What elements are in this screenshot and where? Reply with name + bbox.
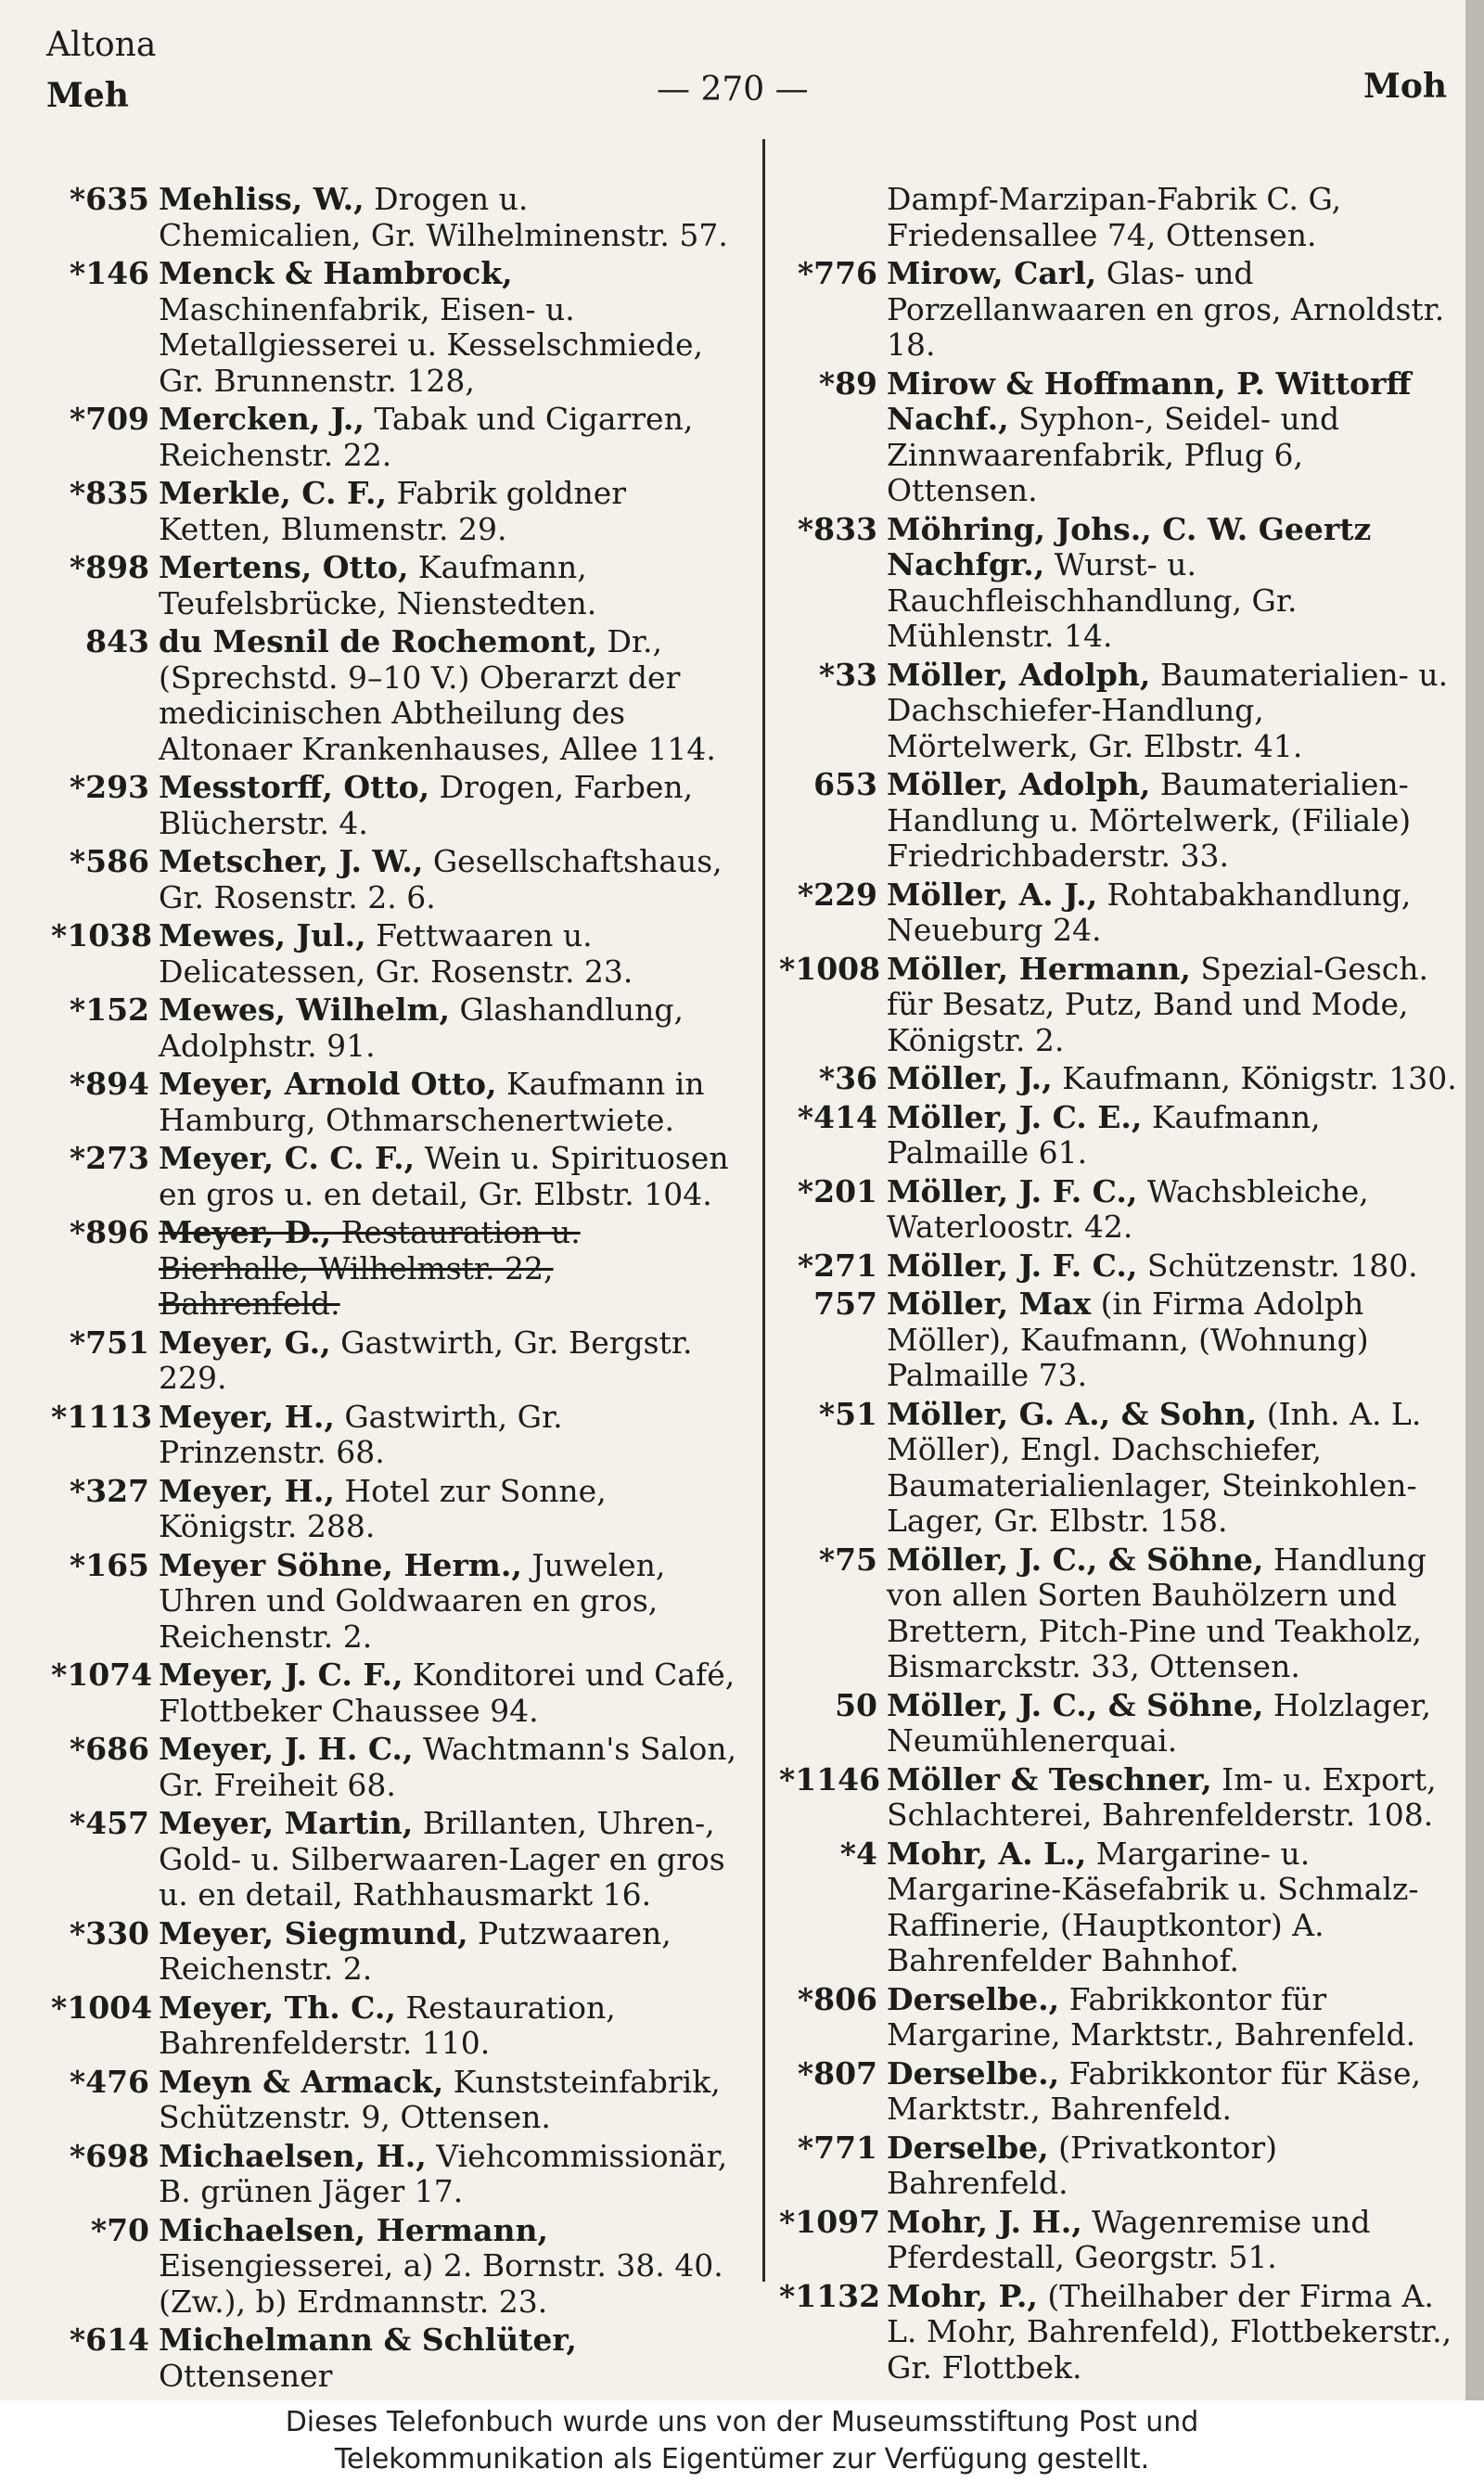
directory-entry bbox=[51, 1990, 737, 2062]
entry-name: Meyn & Armack, bbox=[159, 2063, 444, 2100]
entry-details: Juwelen, Uhren und Goldwaaren en gros, Reichenstr. 2. bbox=[159, 1546, 666, 1655]
directory-entry bbox=[51, 2213, 737, 2321]
phone-number: *1113 bbox=[51, 1398, 153, 1435]
entry-name: Derselbe., bbox=[887, 2054, 1060, 2092]
entry-name: Möller, A. J., bbox=[887, 876, 1098, 913]
phone-number: 50 bbox=[835, 1686, 877, 1723]
directory-entry bbox=[51, 1141, 737, 1212]
entry-details: Drogen, Farben, Blücherstr. 4. bbox=[159, 769, 694, 841]
entry-name: Mohr, P., bbox=[887, 2277, 1038, 2314]
page-number: — 270 — bbox=[657, 70, 809, 109]
entry-details: Wein u. Spirituosen en gros u. en detail, Gr. Elbstr. 104. bbox=[159, 1140, 729, 1212]
entry-details: Kaufmann, Königstr. 130. bbox=[1052, 1060, 1457, 1096]
entry-details: Eisengiesserei, a) 2. Bornstr. 38. 40. (Zw.), b) Erdmannstr. 23. bbox=[159, 2247, 723, 2320]
entry-name: Mertens, Otto, bbox=[159, 549, 409, 585]
phone-number: *75 bbox=[818, 1541, 877, 1578]
phone-number: *1074 bbox=[51, 1657, 153, 1693]
footer-notice bbox=[0, 2400, 1484, 2482]
phone-number: *896 bbox=[69, 1214, 149, 1250]
directory-entry bbox=[51, 1400, 737, 1471]
directory-entry bbox=[779, 1286, 1461, 1394]
phone-number: *614 bbox=[69, 2322, 149, 2358]
entry-details: Wagenremise und Pferdestall, Georgstr. 51. bbox=[887, 2203, 1371, 2275]
entry-name: Möller, J. C. E., bbox=[887, 1098, 1143, 1135]
directory-entry bbox=[51, 2139, 737, 2210]
entry-name: Meyer, Th. C., bbox=[159, 1989, 396, 2026]
phone-number: *1146 bbox=[779, 1760, 881, 1798]
entry-name: Meyer, H., bbox=[159, 1472, 335, 1509]
entry-name: Michaelsen, Hermann, bbox=[159, 2211, 548, 2248]
phone-number: *457 bbox=[69, 1805, 149, 1841]
page-header-right-word: Moh bbox=[1363, 67, 1448, 106]
entry-details: Wachsbleiche, Waterloostr. 42. bbox=[887, 1172, 1369, 1245]
phone-number: *89 bbox=[818, 365, 877, 402]
phone-number: *271 bbox=[797, 1247, 877, 1284]
entry-details: Hotel zur Sonne, Königstr. 288. bbox=[159, 1472, 607, 1544]
entry-details: Syphon-, Seidel- und Zinnwaarenfabrik, Pflug 6, Ottensen. bbox=[887, 401, 1340, 508]
directory-entry bbox=[51, 2322, 737, 2394]
entry-details: Dr., (Sprechstd. 9–10 V.) Oberarzt der medicinischen Abtheilung des Altonaer Krankenhauses, Allee 114. bbox=[159, 623, 716, 767]
entry-details: Kaufmann in Hamburg, Othmarschenertwiete. bbox=[159, 1066, 705, 1138]
directory-entry bbox=[51, 992, 737, 1064]
page-edge-shadow bbox=[1465, 0, 1484, 2400]
directory-entry bbox=[51, 624, 737, 767]
entry-details: Drogen u. Chemicalien, Gr. Wilhelminenstr. 57. bbox=[159, 181, 728, 253]
entry-details: Im- u. Export, Schlachterei, Bahrenfelderstr. 108. bbox=[887, 1760, 1437, 1833]
entry-name: Möller, Max bbox=[887, 1286, 1092, 1322]
entry-details: Restauration u. Bierhalle, Wilhelmstr. 22, Bahrenfeld. bbox=[159, 1214, 581, 1322]
entry-details: Viehcommissionär, B. grünen Jäger 17. bbox=[159, 2137, 728, 2209]
phone-number: *4 bbox=[839, 1835, 877, 1872]
directory-entry bbox=[779, 2130, 1461, 2202]
directory-entry bbox=[779, 1688, 1461, 1759]
footer-line-2: Telekommunikation als Eigentümer zur Verfügung gestellt. bbox=[334, 2443, 1150, 2476]
entry-name: Mewes, Jul., bbox=[159, 917, 366, 953]
entry-name: Meyer, J. H. C., bbox=[159, 1731, 414, 1767]
phone-number: 843 bbox=[85, 623, 149, 659]
phone-number: 653 bbox=[813, 766, 877, 802]
entry-name: Meyer, G., bbox=[159, 1324, 331, 1361]
directory-entry bbox=[779, 1174, 1461, 1246]
entry-name: Michelmann & Schlüter, bbox=[159, 2322, 577, 2358]
entry-details: Wurst- u. Rauchfleischhandlung, Gr. Mühlenstr. 14. bbox=[887, 546, 1298, 654]
entry-details: Holzlager, Neumühlenerquai. bbox=[887, 1686, 1431, 1759]
right-column bbox=[779, 182, 1461, 2388]
phone-number: *807 bbox=[797, 2054, 877, 2092]
entry-details: Fabrikkontor für Käse, Marktstr., Bahrenfeld. bbox=[887, 2054, 1421, 2127]
entry-details: Handlung von allen Sorten Bauhölzern und Brettern, Pitch-Pine und Teakholz, Bismarckstr. 33, Ottensen. bbox=[887, 1541, 1426, 1684]
entry-name: Meyer, Martin, bbox=[159, 1805, 414, 1841]
entry-details: Kaufmann, Teufelsbrücke, Nienstedten. bbox=[159, 549, 597, 621]
entry-details: Glas- und Porzellanwaaren en gros, Arnoldstr. 18. bbox=[887, 255, 1445, 363]
phone-number: *201 bbox=[797, 1172, 877, 1209]
entry-name: Meyer, H., bbox=[159, 1398, 335, 1435]
directory-entry bbox=[779, 1061, 1461, 1097]
entry-details: Putzwaaren, Reichenstr. 2. bbox=[159, 1914, 672, 1987]
phone-number: *70 bbox=[90, 2211, 149, 2248]
phone-number: *273 bbox=[69, 1140, 149, 1176]
page-header-left-word: Meh bbox=[46, 76, 129, 115]
entry-details: Rohtabakhandlung, Neueburg 24. bbox=[887, 876, 1412, 948]
entry-details: Gesellschaftshaus, Gr. Rosenstr. 2. 6. bbox=[159, 843, 723, 915]
directory-entry bbox=[779, 366, 1461, 509]
entry-details: Schützenstr. 180. bbox=[1137, 1247, 1418, 1284]
entry-name: Menck & Hambrock, bbox=[159, 255, 513, 291]
entry-name: Möller, J. F. C., bbox=[887, 1172, 1138, 1209]
directory-entry bbox=[51, 1474, 737, 1545]
entry-details: Margarine- u. Margarine-Käsefabrik u. Schmalz-Raffinerie, (Hauptkontor) A. Bahrenfelder Bahnhof. bbox=[887, 1835, 1419, 1978]
footer-line-1: Dieses Telefonbuch wurde uns von der Museumsstiftung Post und bbox=[285, 2406, 1199, 2438]
entry-name: Merkle, C. F., bbox=[159, 475, 388, 511]
entry-details: Glashandlung, Adolphstr. 91. bbox=[159, 992, 684, 1064]
entry-name: Mercken, J., bbox=[159, 401, 365, 437]
entry-name: Michaelsen, H., bbox=[159, 2137, 427, 2174]
entry-details: Ottensener bbox=[159, 2357, 333, 2394]
entry-name: Möller, J. C., & Söhne, bbox=[887, 1541, 1264, 1578]
entry-details: Brillanten, Uhren-, Gold- u. Silberwaaren-Lager en gros u. en detail, Rathhausmarkt 16. bbox=[159, 1805, 725, 1913]
entry-name: Möller & Teschner, bbox=[887, 1760, 1212, 1798]
entry-name: Möller, Hermann, bbox=[887, 950, 1191, 987]
phone-number: *1132 bbox=[779, 2277, 881, 2314]
entry-details: Fabrikkontor für Margarine, Marktstr., Bahrenfeld. bbox=[887, 1980, 1416, 2053]
entry-details: Restauration, Bahrenfelderstr. 110. bbox=[159, 1989, 616, 2061]
page-header-place: Altona bbox=[46, 26, 157, 64]
entry-details: Baumaterialien- u. Dachschiefer-Handlung, Mörtelwerk, Gr. Elbstr. 41. bbox=[887, 656, 1449, 764]
phone-number: *293 bbox=[69, 769, 149, 805]
entry-name: Mohr, J. H., bbox=[887, 2203, 1082, 2240]
directory-entry bbox=[51, 1657, 737, 1729]
phone-number: *229 bbox=[797, 876, 877, 913]
directory-entry bbox=[779, 877, 1461, 949]
entry-name: Derselbe, bbox=[887, 2129, 1049, 2166]
phone-number: *152 bbox=[69, 992, 149, 1028]
entry-name: Möller, G. A., & Sohn, bbox=[887, 1395, 1258, 1432]
entry-name: Meyer, J. C. F., bbox=[159, 1657, 403, 1693]
entry-name: Möller, J. C., & Söhne, bbox=[887, 1686, 1264, 1723]
entry-name: Möller, Adolph, bbox=[887, 766, 1151, 802]
phone-number: *33 bbox=[818, 656, 877, 693]
directory-entry bbox=[51, 1067, 737, 1138]
phone-number: *833 bbox=[797, 510, 877, 547]
entry-details: Tabak und Cigarren, Reichenstr. 22. bbox=[159, 401, 694, 473]
entry-details: (Privatkontor) Bahrenfeld. bbox=[887, 2129, 1278, 2201]
directory-entry bbox=[51, 1916, 737, 1988]
directory-entry bbox=[779, 1397, 1461, 1540]
directory-entry bbox=[779, 512, 1461, 655]
directory-entry bbox=[51, 256, 737, 399]
phone-number: *36 bbox=[818, 1060, 877, 1096]
entry-details: Konditorei und Café, Flottbeker Chaussee 94. bbox=[159, 1657, 736, 1729]
entry-details: Wachtmann's Salon, Gr. Freiheit 68. bbox=[159, 1731, 737, 1803]
phone-number: *698 bbox=[69, 2137, 149, 2174]
phone-number: *476 bbox=[69, 2063, 149, 2100]
phone-number: *327 bbox=[69, 1472, 149, 1509]
phone-number: *835 bbox=[69, 475, 149, 511]
directory-entry bbox=[51, 1806, 737, 1913]
phone-number: *751 bbox=[69, 1324, 149, 1361]
entry-details: Spezial-Gesch. für Besatz, Putz, Band und Mode, Königstr. 2. bbox=[887, 950, 1429, 1058]
entry-name: Mewes, Wilhelm, bbox=[159, 992, 450, 1028]
entry-name: du Mesnil de Rochemont, bbox=[159, 623, 597, 659]
entry-details: Kaufmann, Palmaille 61. bbox=[887, 1098, 1321, 1171]
phone-number: *1038 bbox=[51, 917, 153, 953]
left-column bbox=[51, 182, 737, 2397]
phone-number: *586 bbox=[69, 843, 149, 879]
phone-number: *709 bbox=[69, 401, 149, 437]
directory-entry bbox=[779, 2056, 1461, 2128]
directory-entry bbox=[51, 550, 737, 621]
entry-details: (Theilhaber der Firma A. L. Mohr, Bahrenfeld), Flottbekerstr., Gr. Flottbek. bbox=[887, 2277, 1452, 2386]
entry-name: Mehliss, W., bbox=[159, 181, 365, 217]
phone-number: *165 bbox=[69, 1546, 149, 1583]
entry-name: Möller, J. F. C., bbox=[887, 1247, 1138, 1284]
directory-entry bbox=[51, 476, 737, 547]
column-divider bbox=[762, 139, 765, 2282]
phone-number: *776 bbox=[797, 255, 877, 291]
directory-entry bbox=[51, 1732, 737, 1803]
directory-entry bbox=[51, 2065, 737, 2136]
directory-entry bbox=[51, 1548, 737, 1656]
entry-name: Messtorff, Otto, bbox=[159, 769, 430, 805]
continued-entry-text: Dampf-Marzipan-Fabrik C. G, Friedensallee 74, Ottensen. bbox=[887, 181, 1342, 253]
phone-number: *51 bbox=[818, 1395, 877, 1432]
entry-details: Maschinenfabrik, Eisen- u. Metallgiesserei u. Kesselschmiede, Gr. Brunnenstr. 128, bbox=[159, 290, 703, 399]
entry-name: Metscher, J. W., bbox=[159, 843, 424, 879]
directory-entry bbox=[779, 1836, 1461, 1979]
phone-number: *894 bbox=[69, 1066, 149, 1102]
directory-entry bbox=[779, 1762, 1461, 1834]
phone-number: *1097 bbox=[779, 2203, 881, 2240]
directory-entry bbox=[779, 256, 1461, 364]
directory-entry bbox=[51, 918, 737, 990]
entry-name: Mirow & Hoffmann, P. Wittorff Nachf., bbox=[887, 365, 1412, 437]
phone-number: *635 bbox=[69, 181, 149, 217]
entry-details: Baumaterialien-Handlung u. Mörtelwerk, (Filiale) Friedrichbaderstr. 33. bbox=[887, 766, 1412, 874]
entry-name: Möhring, Johs., C. W. Geertz Nachfgr., bbox=[887, 510, 1372, 582]
entry-name: Mohr, A. L., bbox=[887, 1835, 1087, 1872]
entry-details: Gastwirth, Gr. Bergstr. 229. bbox=[159, 1324, 693, 1396]
phone-number: 757 bbox=[813, 1286, 877, 1322]
entry-details: Kunststeinfabrik, Schützenstr. 9, Ottensen. bbox=[159, 2063, 721, 2135]
entry-name: Meyer, C. C. F., bbox=[159, 1140, 416, 1176]
entry-name: Meyer Söhne, Herm., bbox=[159, 1546, 522, 1583]
entry-name: Meyer, Siegmund, bbox=[159, 1914, 468, 1951]
directory-entry bbox=[51, 1325, 737, 1397]
directory-entry bbox=[779, 1542, 1461, 1685]
directory-entry bbox=[779, 1100, 1461, 1171]
directory-entry bbox=[779, 767, 1461, 875]
entry-name: Mirow, Carl, bbox=[887, 255, 1097, 291]
entry-details: Fettwaaren u. Delicatessen, Gr. Rosenstr. 23. bbox=[159, 917, 633, 990]
directory-entry bbox=[51, 402, 737, 473]
entry-name: Derselbe., bbox=[887, 1980, 1060, 2017]
entry-details: Gastwirth, Gr. Prinzenstr. 68. bbox=[159, 1398, 563, 1470]
directory-entry bbox=[779, 2279, 1461, 2386]
directory-entry bbox=[779, 1248, 1461, 1285]
phone-number: *330 bbox=[69, 1914, 149, 1951]
entry-name: Möller, J., bbox=[887, 1060, 1053, 1096]
phone-number: *146 bbox=[69, 255, 149, 291]
directory-entry bbox=[779, 658, 1461, 765]
directory-entry bbox=[51, 1215, 737, 1323]
entry-details: (in Firma Adolph Möller), Kaufmann, (Wohnung) Palmaille 73. bbox=[887, 1286, 1369, 1393]
phone-number: *898 bbox=[69, 549, 149, 585]
phone-number: *1008 bbox=[779, 950, 881, 987]
phone-number: *686 bbox=[69, 1731, 149, 1767]
entry-name: Meyer, D., bbox=[159, 1214, 332, 1250]
entry-details: Fabrik goldner Ketten, Blumenstr. 29. bbox=[159, 475, 627, 547]
phone-number: *806 bbox=[797, 1980, 877, 2017]
phone-number: *414 bbox=[797, 1098, 877, 1135]
directory-entry bbox=[779, 952, 1461, 1059]
entry-name: Meyer, Arnold Otto, bbox=[159, 1066, 497, 1102]
phone-number: *771 bbox=[797, 2129, 877, 2166]
entry-name: Möller, Adolph, bbox=[887, 656, 1151, 693]
directory-entry bbox=[51, 182, 737, 253]
entry-details: (Inh. A. L. Möller), Engl. Dachschiefer, Baumaterialienlager, Steinkohlen-Lager, Gr. Elbstr. 158. bbox=[887, 1395, 1422, 1539]
phone-number: *1004 bbox=[51, 1989, 153, 2026]
directory-entry bbox=[779, 2205, 1461, 2276]
directory-entry bbox=[779, 1982, 1461, 2053]
directory-entry bbox=[51, 844, 737, 915]
directory-entry bbox=[51, 770, 737, 841]
